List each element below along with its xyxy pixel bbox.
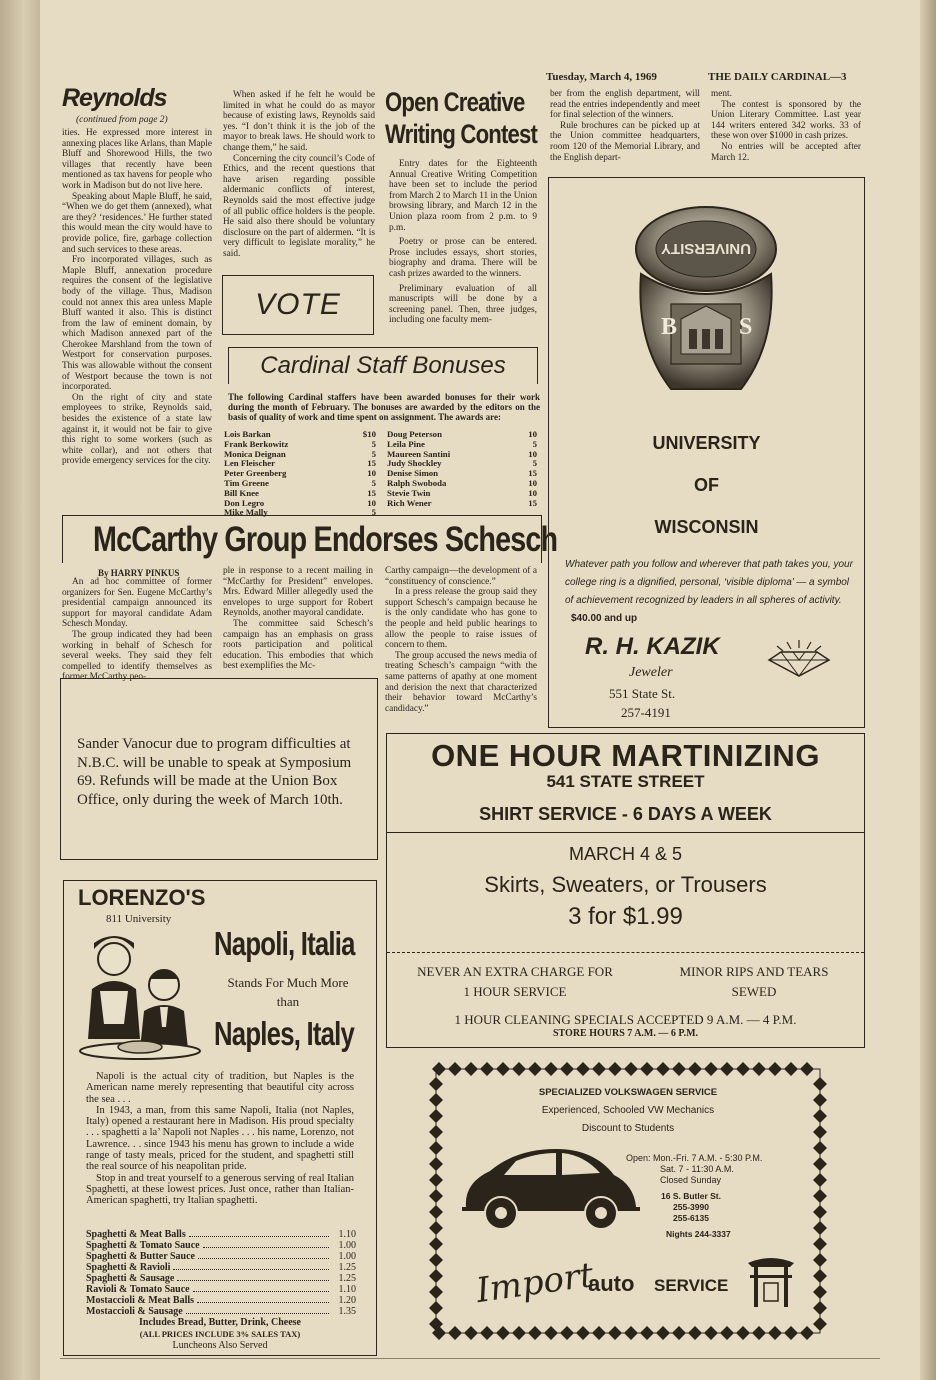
border-diamond — [429, 1141, 443, 1155]
border-diamond — [720, 1062, 734, 1076]
border-diamond — [560, 1326, 574, 1340]
bonus-name: Tim Greene — [224, 477, 269, 488]
divider — [387, 952, 864, 953]
paragraph: The committee said Schesch’s campaign has an emphasis on grass roots participation and political education. This embodies that which best exemplifies the Mc- — [223, 618, 373, 672]
paragraph: Speaking about Maple Bluff, he said, “When we do get them (annexed), what are they? ‘residences.’ He further stated this would mean the city would have to provide police, fire, garbage collection and such services to these areas. — [62, 191, 212, 255]
lorenzo-name: LORENZO'S — [78, 885, 206, 910]
border-diamond — [608, 1326, 622, 1340]
vw-address: 16 S. Butler St. — [661, 1191, 721, 1201]
menu-leader — [189, 1229, 329, 1237]
bonus-name: Frank Berkowitz — [224, 438, 289, 449]
paragraph: Preliminary evaluation of all manuscripts will be done by a screening panel. Then, three judges, including one faculty mem- — [389, 283, 537, 326]
paragraph: ment. — [711, 89, 732, 99]
menu-item-price: 1.10 — [338, 1229, 356, 1240]
of-line: OF — [694, 475, 719, 495]
border-diamond — [544, 1326, 558, 1340]
ring-inscription: UNIVERSITY — [660, 240, 752, 257]
border-diamond — [813, 1317, 827, 1331]
menu-item — [86, 1251, 356, 1262]
kazik-jeweler: Jeweler — [629, 665, 673, 680]
bonus-amount: 5 — [371, 438, 376, 449]
contest-column-3 — [711, 89, 861, 163]
border-diamond — [432, 1062, 446, 1076]
page-bottom-rule — [60, 1358, 880, 1359]
menu-item-price: 1.25 — [338, 1262, 356, 1273]
lorenzo-ad — [63, 880, 377, 1356]
menu-leader — [173, 1262, 329, 1270]
paragraph: ple in response to a recent mailing in “McCarthy for President” envelopes. Mrs. Edward Miller allegedly used the envelopes to urge support for Robert Reynolds, another mayoral candidate. — [223, 566, 373, 619]
border-diamond — [429, 1157, 443, 1171]
paragraph: Entry dates for the Eighteenth Annual Creative Writing Competition have been set to include the period from March 2 to March 11 in the Union browsing library, and March 12 in the Union plaza room from 2 p.m. to 9 p.m. — [389, 159, 537, 233]
menu-item-price: 1.10 — [338, 1284, 356, 1295]
contest-headline — [385, 86, 537, 150]
border-diamond — [429, 1189, 443, 1203]
paragraph: Napoli is the actual city of tradition, but Naples is the American name merely representing that beautiful city across the sea . . . — [86, 1071, 354, 1105]
border-diamond — [672, 1062, 686, 1076]
menu-item — [86, 1295, 356, 1306]
bonus-amount: 10 — [528, 477, 537, 488]
vw-open: Open: Mon.-Fri. 7 A.M. - 5:30 P.M. — [626, 1153, 763, 1163]
border-diamond — [496, 1062, 510, 1076]
menu-item — [86, 1240, 356, 1251]
border-diamond — [448, 1062, 462, 1076]
border-diamond — [656, 1062, 670, 1076]
paragraph: In a press release the group said they support Schesch’s campaign because he is the only candidate who has gone to the people and held public hearings to allow the people to raise issues of concern to them. — [385, 587, 537, 651]
bonus-name: Lois Barkan — [224, 429, 271, 439]
border-diamond — [560, 1062, 574, 1076]
vw-phone1: 255-3990 — [673, 1202, 709, 1212]
vote-box — [222, 275, 374, 335]
lorenzo-address: 811 University — [106, 913, 172, 925]
bonus-name: Maureen Santini — [387, 448, 451, 459]
reynolds-headline: Reynolds — [62, 84, 167, 112]
bonus-name: Mike Mally — [224, 507, 268, 518]
bonus-amount: 10 — [528, 487, 537, 498]
bonus-name: Rich Wener — [387, 497, 432, 508]
bonus-amount: $10 — [362, 429, 376, 439]
class-ring-illustration — [601, 194, 811, 404]
menu-item-price: 1.20 — [338, 1295, 356, 1306]
border-diamond — [624, 1326, 638, 1340]
continued-note: (continued from page 2) — [76, 115, 168, 125]
border-diamond — [656, 1326, 670, 1340]
border-diamond — [688, 1326, 702, 1340]
cleaning-specials: 1 HOUR CLEANING SPECIALS ACCEPTED 9 A.M. — 4 P.M. — [454, 1012, 797, 1027]
border-diamond — [800, 1062, 814, 1076]
border-diamond — [813, 1189, 827, 1203]
than-line: than — [276, 994, 300, 1009]
never-line2: 1 HOUR SERVICE — [463, 984, 567, 999]
bonus-amount: 5 — [371, 448, 376, 459]
naples-italy: Naples, Italy — [214, 1015, 355, 1052]
paper-name: THE DAILY CARDINAL—3 — [708, 71, 847, 83]
border-diamond — [528, 1062, 542, 1076]
store-hours: STORE HOURS 7 A.M. — 6 P.M. — [552, 1028, 699, 1039]
menu-item-name: Spaghetti & Tomato Sauce — [86, 1240, 200, 1251]
bonus-amount: 10 — [528, 429, 537, 439]
border-diamond — [736, 1326, 750, 1340]
vw-contact — [636, 1191, 746, 1224]
vw-hours — [626, 1153, 816, 1186]
border-diamond — [429, 1285, 443, 1299]
vw-nights: Nights 244-3337 — [666, 1229, 731, 1239]
contest-headline-line1: Open Creative — [385, 87, 525, 117]
reynolds-column-2 — [223, 90, 375, 260]
divider — [387, 832, 864, 833]
martinizing-items: Skirts, Sweaters, or Trousers — [484, 872, 767, 897]
page-edge — [920, 0, 936, 1380]
border-diamond — [720, 1326, 734, 1340]
bonuses-list-left — [224, 430, 376, 518]
paragraph: Concerning the city council’s Code of Ethics, and the recent questions that have arisen regarding possible aldermanic conflicts of interest, Reynolds said the most effective judge of all public office holders is the people. He said also there should be voluntary disclosure on the part of aldermen. “It is very difficult to legislate morality,” he said. — [223, 153, 375, 259]
bonuses-intro: The following Cardinal staffers have been awarded bonuses for their work during the month of February. The bonuses are awarded by the editors on the basis of quality of work and time spent on assignment. The awards are: — [228, 392, 540, 422]
bonus-amount: 10 — [528, 448, 537, 459]
luncheons-note: Luncheons Also Served — [172, 1340, 268, 1351]
border-diamond — [544, 1062, 558, 1076]
border-diamond — [672, 1326, 686, 1340]
border-diamond — [480, 1062, 494, 1076]
border-diamond — [429, 1269, 443, 1283]
paragraph: The group accused the news media of treating Schesch’s campaign “with the same patterns of apathy at one moment and derision the next that characterized their behavior toward McCarthy’s candidacy.” — [385, 650, 537, 714]
border-diamond — [528, 1326, 542, 1340]
border-diamond — [429, 1173, 443, 1187]
menu-leader — [177, 1273, 329, 1281]
menu-item-name: Spaghetti & Sausage — [86, 1273, 175, 1284]
paragraph: ber from the english department, will read the entries independently and meet for final selection of the winners. — [550, 89, 700, 121]
border-diamond — [813, 1221, 827, 1235]
bonus-row — [387, 499, 537, 509]
mccarthy-column-3 — [385, 566, 537, 714]
border-diamond — [592, 1326, 606, 1340]
martinizing-title: ONE HOUR MARTINIZING — [431, 738, 820, 773]
menu-item-name: Mostaccioli & Sausage — [86, 1306, 183, 1317]
mccarthy-column-1 — [62, 577, 212, 683]
stands-line: Stands For Much More — [227, 975, 349, 990]
menu-leader — [197, 1295, 329, 1303]
bonuses-header-box — [228, 347, 538, 384]
vw-sunday: Closed Sunday — [660, 1175, 722, 1185]
border-diamond — [813, 1285, 827, 1299]
paragraph: Fro incorporated villages, such as Maple Bluff, annexation procedure requires the consent of the legislative body of the village. Thus, Madison could not annex this area unless Maple Bluff wanted it also. This is distinct from the law of eminent domain, by which Madison annexed part of the Cherokee Marshland from the town of Westport for conservation purposes. This was allowable without the consent of Westport because the town is not incorporated. — [62, 255, 212, 393]
border-diamond — [448, 1326, 462, 1340]
paragraph: No entries will be accepted after March 12. — [711, 141, 861, 163]
bonus-name: Denise Simon — [387, 468, 439, 479]
mccarthy-header-box — [62, 515, 558, 563]
border-diamond — [576, 1062, 590, 1076]
bonus-name: Len Fleischer — [224, 458, 276, 469]
bonus-name: Leila Pine — [387, 438, 425, 449]
menu-item — [86, 1229, 356, 1240]
paragraph: Rule brochures can be picked up at the Union committee headquarters, room 120 of the Memorial Library, and the English depart- — [550, 120, 700, 163]
border-diamond — [512, 1326, 526, 1340]
bonus-name: Don Legro — [224, 497, 265, 508]
includes-note: Includes Bread, Butter, Drink, Cheese — [139, 1317, 301, 1328]
kazik-body — [565, 556, 855, 628]
tax-note: (ALL PRICES INCLUDE 3% SALES TAX) — [139, 1329, 301, 1339]
border-diamond — [813, 1237, 827, 1251]
menu-item-price: 1.00 — [338, 1240, 356, 1251]
martinizing-street: 541 STATE STREET — [546, 772, 705, 791]
bonus-amount: 15 — [528, 497, 537, 508]
mccarthy-byline: By HARRY PINKUS — [98, 568, 180, 578]
bonuses-list-right — [387, 430, 537, 508]
menu-item-name: Spaghetti & Butter Sauce — [86, 1251, 195, 1262]
issue-date: Tuesday, March 4, 1969 — [546, 71, 657, 83]
bonus-amount: 15 — [367, 487, 376, 498]
border-diamond — [576, 1326, 590, 1340]
border-diamond — [813, 1269, 827, 1283]
menu-leader — [203, 1240, 329, 1248]
border-diamond — [752, 1326, 766, 1340]
border-diamond — [608, 1062, 622, 1076]
contest-column-1 — [389, 159, 537, 326]
mccarthy-column-2 — [223, 566, 373, 672]
stands-for — [204, 973, 372, 1011]
border-diamond — [704, 1326, 718, 1340]
kazik-price: $40.00 and up — [571, 613, 638, 624]
border-diamond — [429, 1253, 443, 1267]
reynolds-column-1 — [62, 128, 212, 467]
vw-sat: Sat. 7 - 11:30 A.M. — [660, 1164, 734, 1174]
bonus-name: Peter Greenberg — [224, 468, 287, 479]
paragraph: The contest is sponsored by the Union Literary Committee. Last year 144 writers entered 342 works. 33 of these won over $1000 in cash prizes. — [711, 99, 861, 142]
border-diamond — [813, 1205, 827, 1219]
binding-gutter — [0, 0, 40, 1380]
volkswagen-car-icon — [456, 1135, 646, 1235]
paragraph: Carthy campaign—the development of a “constituency of conscience.” — [385, 566, 537, 587]
minor-rips — [649, 962, 859, 1002]
border-diamond — [624, 1062, 638, 1076]
wisconsin-line: WISCONSIN — [654, 517, 759, 537]
paragraph: On the right of city and state employees to strike, Reynolds said, besides the existence of a state law against it, it would not be fair to give this right to some workers (such as white collar), and not others that provide emergency services for the city. — [62, 392, 212, 467]
bonus-amount: 10 — [367, 468, 376, 479]
paragraph: An ad hoc committee of former organizers for Sen. Eugene McCarthy’s presidential campaign announced its support for mayoral candidate Adam Schesch Monday. — [62, 577, 212, 630]
bonus-name: Bill Knee — [224, 487, 259, 498]
bonuses-headline: Cardinal Staff Bonuses — [260, 352, 506, 379]
menu-item-name: Mostaccioli & Meat Balls — [86, 1295, 195, 1306]
pagoda-gate-icon — [746, 1253, 796, 1309]
border-diamond — [704, 1062, 718, 1076]
diners-illustration — [72, 929, 207, 1069]
vw-discount: Discount to Students — [581, 1123, 675, 1134]
menu-item-name: Ravioli & Tomato Sauce — [86, 1284, 190, 1295]
paragraph: When asked if he felt he would be limited in what he could do as mayor because of existing laws, Reynolds said yes. “I don’t think it is the job of the mayor to break laws. He should work to change them,” he said. — [223, 90, 375, 153]
menu-item — [86, 1306, 356, 1317]
vw-ad — [426, 1057, 830, 1345]
menu-leader — [193, 1284, 329, 1292]
napoli-italia: Napoli, Italia — [214, 925, 355, 962]
kazik-ad — [548, 177, 865, 728]
bonus-name: Monica Deignan — [224, 448, 286, 459]
paragraph: Poetry or prose can be entered. Prose includes essays, short stories, biography and drama. There will be cash prizes awarded to the winners. — [389, 237, 537, 279]
menu-item-price: 1.00 — [338, 1251, 356, 1262]
paragraph: In 1943, a man, from this same Napoli, Italia (not Naples, Italy) opened a restaurant here in Madison. His proud specialty . . . spaghetti a la’ Napoli not Naples . . . his name, Lorenzo, not Lawrence. . . since 1943 his menu has grown to include a wide range of tasty meals, priced for the student, and spaghetti still the real source of his neapolitan pride. — [86, 1104, 354, 1173]
vanocur-notice-box — [60, 678, 378, 860]
border-diamond — [512, 1062, 526, 1076]
border-diamond — [736, 1062, 750, 1076]
kazik-address: 551 State St. — [609, 686, 676, 701]
menu-item-name: Spaghetti & Meat Balls — [86, 1229, 186, 1240]
bonus-amount: 15 — [367, 458, 376, 469]
bonus-name: Judy Shockley — [387, 458, 442, 469]
border-diamond — [640, 1326, 654, 1340]
bonus-amount: 5 — [371, 477, 376, 488]
never-extra-charge — [395, 962, 635, 1002]
border-diamond — [688, 1062, 702, 1076]
paragraph: Stop in and treat yourself to a generous serving of real Italian Spaghetti, at these lowest prices. Just once, rather than Italian-American spaghetti, try Italian spaghetti. — [86, 1172, 354, 1207]
ring-letter-s: S — [739, 314, 753, 340]
university-line: UNIVERSITY — [652, 433, 761, 453]
vw-title: SPECIALIZED VOLKSWAGEN SERVICE — [538, 1087, 718, 1098]
mccarthy-headline: McCarthy Group Endorses Schesch — [93, 520, 558, 559]
border-diamond — [429, 1237, 443, 1251]
border-diamond — [800, 1326, 814, 1340]
never-line1: NEVER AN EXTRA CHARGE FOR — [417, 964, 613, 979]
vw-sub: Experienced, Schooled VW Mechanics — [541, 1105, 715, 1116]
vw-phone2: 255-6135 — [673, 1213, 709, 1223]
martinizing-deal: 3 for $1.99 — [568, 903, 683, 930]
border-diamond — [640, 1062, 654, 1076]
import-logo-script: Import — [473, 1254, 597, 1312]
border-diamond — [480, 1326, 494, 1340]
menu-item — [86, 1284, 356, 1295]
bonus-name: Doug Peterson — [387, 429, 442, 439]
contest-column-2 — [550, 89, 700, 163]
kazik-body-text: Whatever path you follow and wherever that path takes you, your college ring is a dignified, personal, ‘visible diploma’ — a symbol of achievement recognized by leaders in all spheres of activity. — [565, 559, 853, 606]
vanocur-notice: Sander Vanocur due to program difficulties at N.B.C. will be unable to speak at Symposium 69. Refunds will be made at the Union Box Office, only during the week of March 10th. — [77, 736, 352, 808]
diamond-icon — [763, 640, 835, 680]
minor-line2: SEWED — [731, 984, 777, 999]
menu-item-price: 1.25 — [338, 1273, 356, 1284]
border-diamond — [813, 1301, 827, 1315]
shirt-service: SHIRT SERVICE - 6 DAYS A WEEK — [479, 804, 772, 824]
border-diamond — [752, 1062, 766, 1076]
border-diamond — [768, 1326, 782, 1340]
menu-leader — [186, 1306, 329, 1314]
import-logo-service: SERVICE — [654, 1276, 729, 1295]
bonus-name: Stevie Twin — [387, 487, 431, 498]
minor-line1: MINOR RIPS AND TEARS — [679, 964, 829, 979]
bonus-amount: 5 — [371, 507, 376, 518]
bonus-amount: 5 — [532, 438, 537, 449]
border-diamond — [813, 1253, 827, 1267]
menu-item-price: 1.35 — [338, 1306, 356, 1317]
bonus-amount: 15 — [528, 468, 537, 479]
paragraph: The group indicated they had been working in behalf of Schesch for several weeks. They said they felt compelled to identify themselves as former McCarthy peo- — [62, 629, 212, 683]
border-diamond — [768, 1062, 782, 1076]
bonus-amount: 5 — [532, 458, 537, 469]
border-diamond — [464, 1326, 478, 1340]
border-diamond — [464, 1062, 478, 1076]
border-diamond — [496, 1326, 510, 1340]
border-diamond — [429, 1205, 443, 1219]
kazik-phone: 257-4191 — [621, 705, 671, 720]
contest-headline-line2: Writing Contest — [385, 119, 538, 149]
martinizing-ad — [386, 733, 865, 1048]
martinizing-dates: MARCH 4 & 5 — [568, 844, 683, 864]
kazik-university — [549, 422, 864, 548]
menu-leader — [198, 1251, 329, 1259]
import-logo-auto: auto — [588, 1271, 635, 1296]
vote-text: VOTE — [255, 288, 341, 321]
kazik-name: R. H. KAZIK — [585, 633, 720, 660]
ring-letter-b: B — [661, 314, 678, 340]
border-diamond — [429, 1301, 443, 1315]
border-diamond — [592, 1062, 606, 1076]
bonus-name: Ralph Swoboda — [387, 477, 447, 488]
menu-item — [86, 1262, 356, 1273]
border-diamond — [784, 1062, 798, 1076]
border-diamond — [429, 1221, 443, 1235]
border-diamond — [784, 1326, 798, 1340]
menu-item-name: Spaghetti & Ravioli — [86, 1262, 171, 1273]
paragraph: ities. He expressed more interest in annexing places like Arlans, than Maple Bluff and Shorewood Hills, the two villages that recently have been mentioned as tax havens for people who work in Madison but do not live here. — [62, 128, 212, 191]
menu-item — [86, 1273, 356, 1284]
spaghetti-menu — [86, 1229, 356, 1317]
bonus-amount: 10 — [367, 497, 376, 508]
lorenzo-story — [86, 1071, 354, 1207]
